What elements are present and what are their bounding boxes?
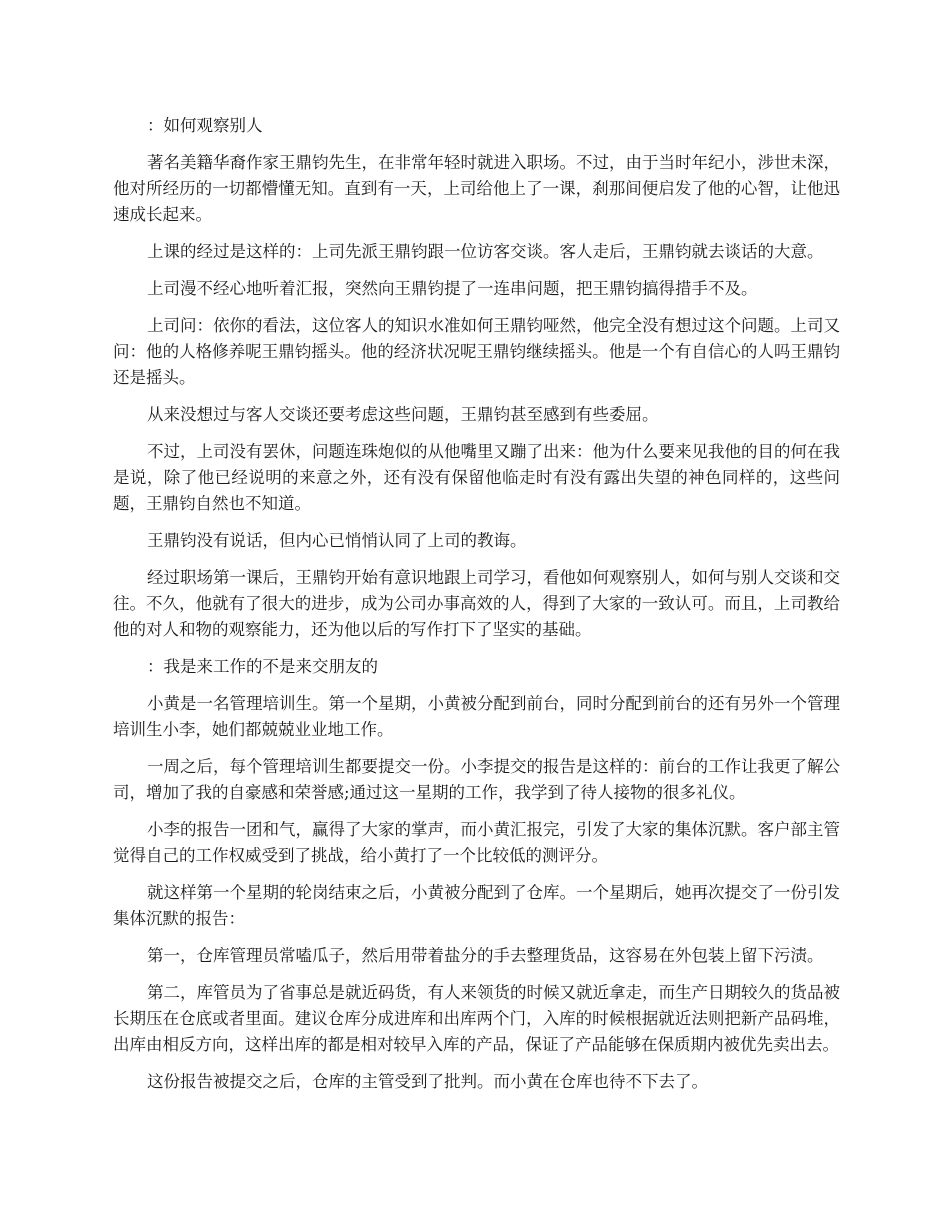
paragraph: 这份报告被提交之后，仓库的主管受到了批判。而小黄在仓库也待不下去了。 — [147, 1072, 708, 1091]
paragraph: 从来没想过与客人交谈还要考虑这些问题，王鼎钧甚至感到有些委屈。 — [147, 405, 659, 424]
document-body — [113, 113, 840, 1106]
section-heading: ：我是来工作的不是来交朋友的 — [147, 657, 378, 676]
paragraph: 就这样第一个星期的轮岗结束之后，小黄被分配到了仓库。一个星期后，她再次提交了一份引发集体沉默的报告： — [113, 883, 840, 928]
paragraph: 一周之后，每个管理培训生都要提交一份。小李提交的报告是这样的：前台的工作让我更了解公司，增加了我的自豪感和荣誉感;通过这一星期的工作，我学到了待人接物的很多礼仪。 — [113, 757, 840, 802]
section-heading: ：如何观察别人 — [147, 116, 263, 135]
paragraph: 著名美籍华裔作家王鼎钧先生，在非常年轻时就进入职场。不过，由于当时年纪小，涉世未深，他对所经历的一切都懵懂无知。直到有一天，上司给他上了一课，刹那间便启发了他的心智，让他迅速成长起来。 — [113, 153, 840, 224]
paragraph: 上课的经过是这样的：上司先派王鼎钧跟一位访客交谈。客人走后，王鼎钧就去谈话的大意。 — [147, 242, 824, 261]
paragraph: 不过，上司没有罢休，问题连珠炮似的从他嘴里又蹦了出来：他为什么要来见我他的目的何在我是说，除了他已经说明的来意之外，还有没有保留他临走时有没有露出失望的神色同样的，这些问题，王鼎钧自然也不知道。 — [113, 442, 840, 513]
paragraph: 上司问：依你的看法，这位客人的知识水准如何王鼎钧哑然，他完全没有想过这个问题。上司又问：他的人格修养呢王鼎钧摇头。他的经济状况呢王鼎钧继续摇头。他是一个有自信心的人吗王鼎钧还是摇头。 — [113, 316, 840, 387]
paragraph: 小黄是一名管理培训生。第一个星期，小黄被分配到前台，同时分配到前台的还有另外一个管理培训生小李，她们都兢兢业业地工作。 — [113, 694, 840, 739]
paragraph: 经过职场第一课后，王鼎钧开始有意识地跟上司学习，看他如何观察别人，如何与别人交谈和交往。不久，他就有了很大的进步，成为公司办事高效的人，得到了大家的一致认可。而且，上司教给他的对人和物的观察能力，还为他以后的写作打下了坚实的基础。 — [113, 568, 840, 639]
paragraph: 小李的报告一团和气，赢得了大家的掌声，而小黄汇报完，引发了大家的集体沉默。客户部主管觉得自己的工作权威受到了挑战，给小黄打了一个比较低的测评分。 — [113, 820, 840, 865]
paragraph: 第一，仓库管理员常嗑瓜子，然后用带着盐分的手去整理货品，这容易在外包装上留下污渍。 — [147, 946, 824, 965]
paragraph: 上司漫不经心地听着汇报，突然向王鼎钧提了一连串问题，把王鼎钧搞得措手不及。 — [147, 279, 758, 298]
paragraph: 第二，库管员为了省事总是就近码货，有人来领货的时候又就近拿走，而生产日期较久的货品被长期压在仓底或者里面。建议仓库分成进库和出库两个门，入库的时候根据就近法则把新产品码堆，出库由相反方向，这样出库的都是相对较早入库的产品，保证了产品能够在保质期内被优先卖出去。 — [113, 983, 840, 1054]
paragraph: 王鼎钧没有说话，但内心已悄悄认同了上司的教诲。 — [147, 531, 527, 550]
